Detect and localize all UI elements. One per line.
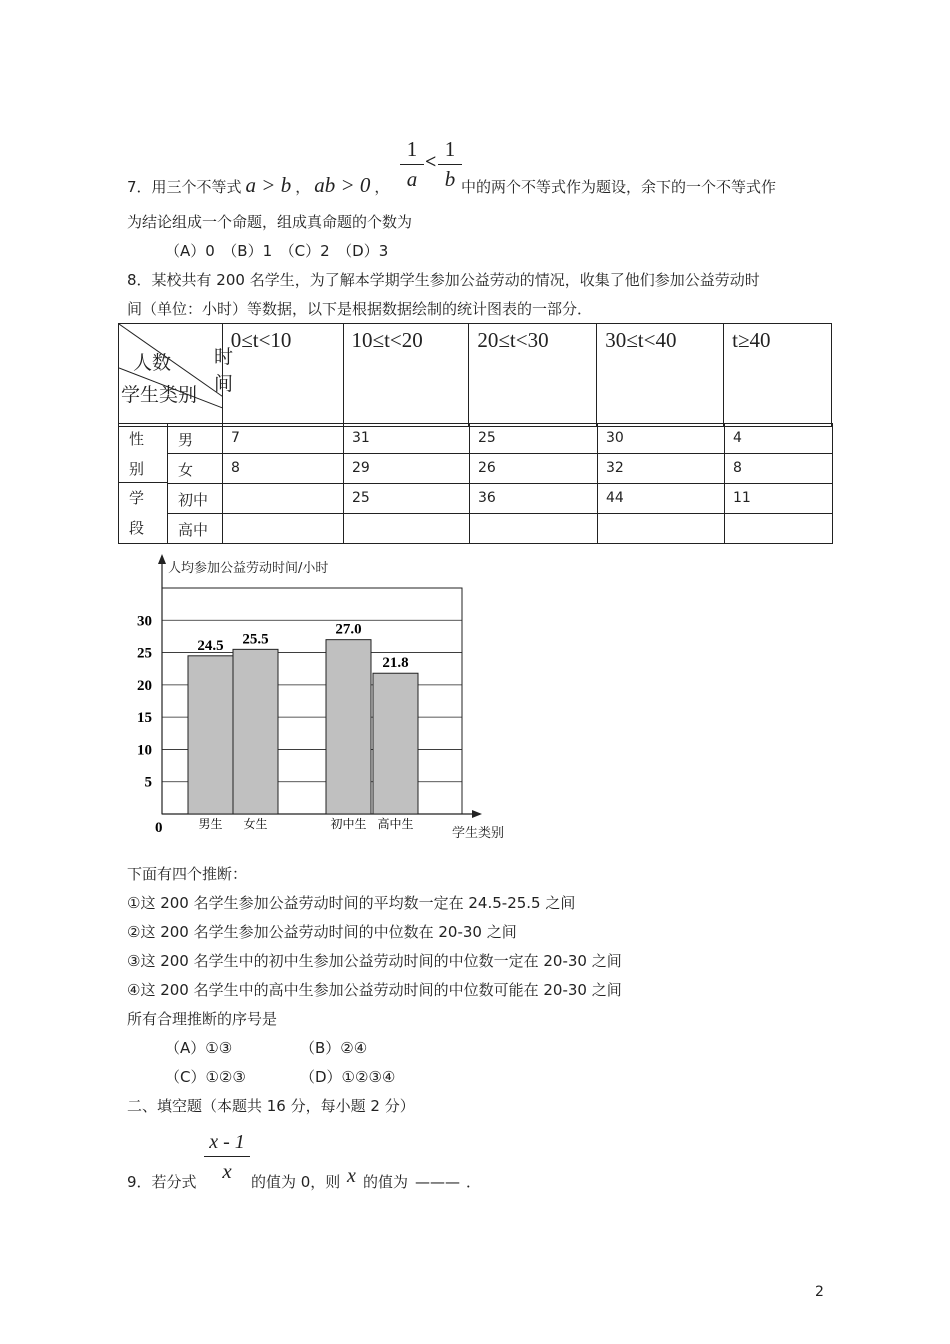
col-header-4: 30≤t<40 bbox=[597, 324, 724, 427]
inference-4: ④这 200 名学生中的高中生参加公益劳动时间的中位数可能在 20-30 之间 bbox=[127, 981, 622, 999]
table-corner-cell bbox=[119, 324, 234, 427]
q7-line-2: 为结论组成一个命题，组成真命题的个数为 bbox=[127, 213, 413, 231]
inference-2: ②这 200 名学生参加公益劳动时间的中位数在 20-30 之间 bbox=[127, 923, 517, 941]
table-cell: 11 bbox=[724, 483, 833, 514]
q7-number: 7．用三个不等式 bbox=[127, 178, 242, 196]
col-header-2: 10≤t<20 bbox=[343, 324, 469, 427]
group-level-bottom: 段 bbox=[129, 519, 145, 537]
group-level bbox=[118, 482, 168, 544]
bar-3 bbox=[326, 640, 371, 814]
q7-inequality-2: ab > 0 bbox=[314, 173, 371, 197]
q9-var: x bbox=[347, 1165, 356, 1187]
group-gender-bottom: 别 bbox=[129, 460, 145, 478]
x-axis-arrow bbox=[472, 810, 482, 818]
origin-label: 0 bbox=[155, 820, 163, 836]
table-cell: 31 bbox=[343, 423, 470, 454]
x-category-label: 女生 bbox=[243, 817, 268, 831]
row-label: 初中 bbox=[167, 483, 223, 514]
col-header-5: t≥40 bbox=[724, 324, 832, 427]
q8-choice-a: （A）①③ bbox=[165, 1039, 233, 1057]
q7-line-1 bbox=[127, 175, 389, 197]
page-number: 2 bbox=[815, 1284, 824, 1300]
row-label: 男 bbox=[167, 423, 223, 454]
inference-1: ①这 200 名学生参加公益劳动时间的平均数一定在 24.5-25.5 之间 bbox=[127, 894, 576, 912]
y-tick-label: 20 bbox=[137, 677, 152, 694]
corner-label-category: 学生类别 bbox=[121, 385, 198, 406]
q7-text-after: 中的两个不等式作为题设，余下的一个不等式作 bbox=[461, 178, 777, 196]
col-header-1: 0≤t<10 bbox=[222, 324, 343, 427]
table-cell bbox=[597, 513, 725, 544]
q9-fraction bbox=[204, 1131, 250, 1184]
table-cell: 25 bbox=[343, 483, 470, 514]
q7-comma-2: ， bbox=[374, 178, 390, 196]
table-body bbox=[118, 423, 832, 544]
col-header-3: 20≤t<30 bbox=[469, 324, 597, 427]
chart-xlabel: 学生类别 bbox=[452, 826, 505, 841]
inference-3: ③这 200 名学生中的初中生参加公益劳动时间的中位数一定在 20-30 之间 bbox=[127, 952, 622, 970]
q7-inequality-1: a > b bbox=[245, 173, 292, 197]
y-tick-label: 10 bbox=[137, 742, 152, 759]
y-tick-label: 15 bbox=[137, 710, 152, 727]
q8-ask: 所有合理推断的序号是 bbox=[127, 1010, 278, 1028]
table-cell: 4 bbox=[724, 423, 833, 454]
q8-line-1: 8．某校共有 200 名学生，为了解本学期学生参加公益劳动的情况，收集了他们参加公益劳动时 bbox=[127, 271, 760, 289]
q8-choice-c: （C）①②③ bbox=[165, 1068, 246, 1086]
corner-label-count: 人数 bbox=[133, 353, 172, 374]
corner-label-time: 时间 bbox=[214, 347, 234, 395]
q8-line-2: 间（单位：小时）等数据，以下是根据数据绘制的统计图表的一部分． bbox=[127, 300, 593, 318]
table-cell: 7 bbox=[222, 423, 344, 454]
q9-blank: ——— bbox=[415, 1173, 460, 1191]
q9-mid: 的值为 0，则 bbox=[251, 1173, 341, 1191]
q7-less-than: < bbox=[425, 151, 437, 173]
q7-fraction-2 bbox=[438, 137, 462, 192]
y-tick-label: 30 bbox=[137, 613, 152, 630]
group-level-top: 学 bbox=[129, 489, 145, 507]
table-cell: 25 bbox=[469, 423, 598, 454]
q8-choice-d: （D）①②③④ bbox=[300, 1068, 396, 1086]
q9-period: ． bbox=[466, 1173, 482, 1191]
q9-frac-numerator: x - 1 bbox=[209, 1131, 245, 1153]
table-cell bbox=[222, 483, 344, 514]
bar-value-label: 21.8 bbox=[382, 655, 409, 672]
q7-comma-1: ， bbox=[295, 178, 311, 196]
x-category-label: 初中生 bbox=[330, 817, 367, 831]
q7-frac2-numerator: 1 bbox=[444, 137, 456, 161]
table-cell bbox=[343, 513, 470, 544]
q9-frac-denominator: x bbox=[222, 1159, 232, 1183]
table-cell bbox=[724, 513, 833, 544]
table-cell: 44 bbox=[597, 483, 725, 514]
table-cell: 8 bbox=[724, 453, 833, 484]
x-category-label: 高中生 bbox=[377, 817, 414, 831]
table-cell bbox=[469, 513, 598, 544]
chart-ylabel: 人均参加公益劳动时间/小时 bbox=[168, 561, 329, 576]
section-2-title: 二、填空题（本题共 16 分，每小题 2 分） bbox=[127, 1097, 415, 1115]
y-tick-label: 25 bbox=[137, 645, 152, 662]
table-header-row bbox=[119, 324, 832, 427]
bar-4 bbox=[373, 673, 418, 814]
data-table bbox=[118, 323, 832, 427]
bar-2 bbox=[233, 649, 278, 814]
bar-value-label: 24.5 bbox=[197, 637, 224, 654]
q7-frac2-denominator: b bbox=[444, 167, 456, 191]
y-tick-label: 5 bbox=[144, 774, 152, 791]
table-cell: 32 bbox=[597, 453, 725, 484]
table-cell: 29 bbox=[343, 453, 470, 484]
x-category-label: 男生 bbox=[198, 817, 223, 831]
q9-end: 的值为 bbox=[363, 1173, 409, 1191]
table-cell bbox=[222, 513, 344, 544]
q7-fraction-1 bbox=[400, 137, 424, 192]
bar-chart bbox=[120, 548, 540, 838]
table-cell: 30 bbox=[597, 423, 725, 454]
inferences-title: 下面有四个推断： bbox=[127, 865, 248, 883]
table-cell: 8 bbox=[222, 453, 344, 484]
y-axis-arrow bbox=[158, 554, 166, 564]
table-cell: 26 bbox=[469, 453, 598, 484]
row-label: 女 bbox=[167, 453, 223, 484]
q7-frac1-numerator: 1 bbox=[406, 137, 418, 161]
bar-value-label: 25.5 bbox=[242, 631, 269, 648]
q9-number: 9．若分式 bbox=[127, 1173, 197, 1191]
bar-value-label: 27.0 bbox=[335, 621, 362, 638]
q8-choice-b: （B）②④ bbox=[300, 1039, 368, 1057]
table-cell: 36 bbox=[469, 483, 598, 514]
group-gender-top: 性 bbox=[129, 430, 145, 448]
group-gender bbox=[118, 423, 168, 483]
q7-frac1-denominator: a bbox=[406, 167, 418, 191]
bar-1 bbox=[188, 656, 233, 814]
q7-choices: （A）0 （B）1 （C）2 （D）3 bbox=[165, 242, 389, 260]
row-label: 高中 bbox=[167, 513, 223, 544]
